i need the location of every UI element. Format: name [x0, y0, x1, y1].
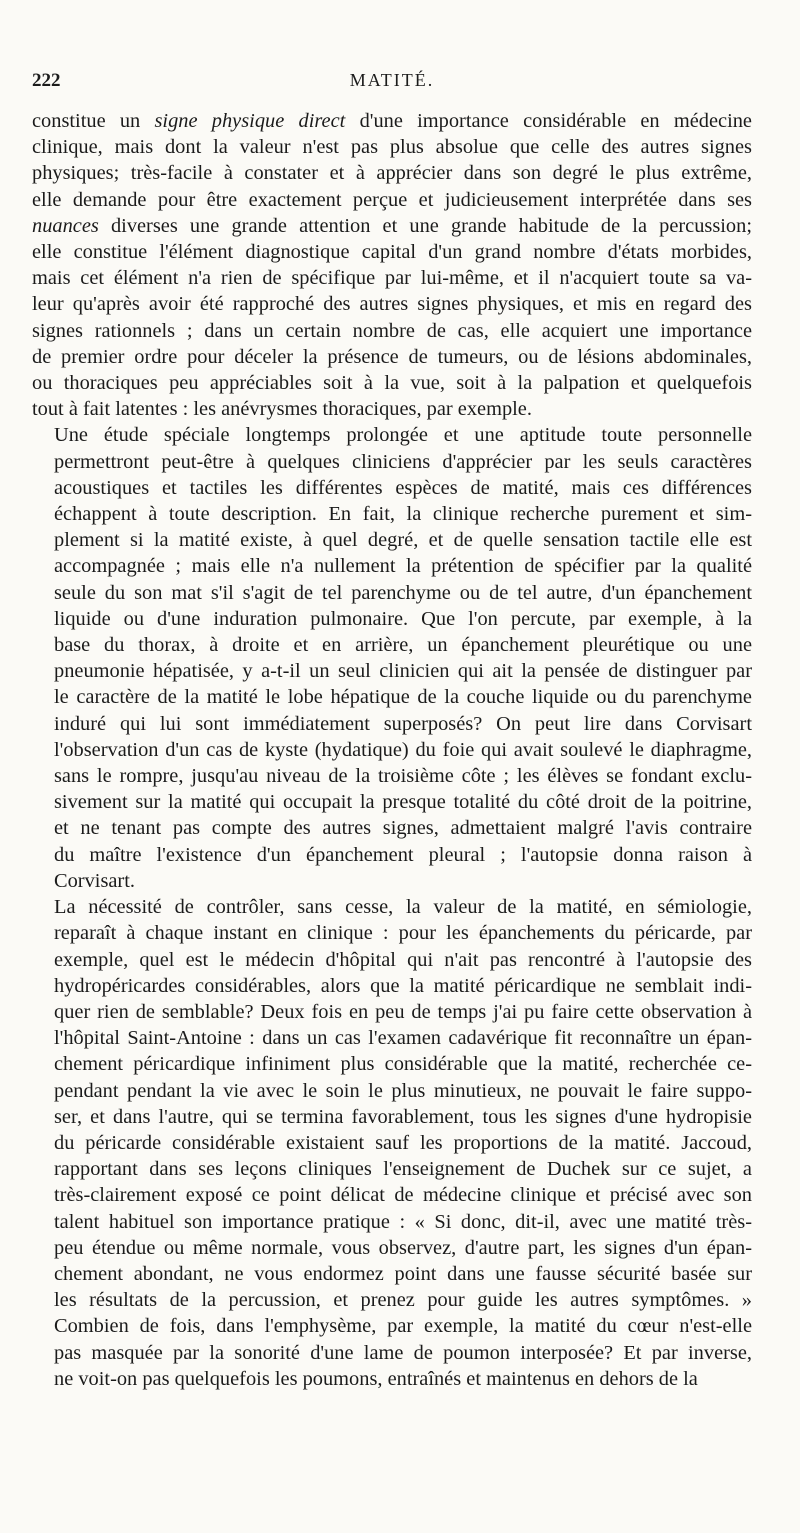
text-line: elle constitue l'élément diagnostique capital d'un grand nombre d'états morbides, [32, 241, 752, 264]
text-line: base du thorax, à droite et en arrière, un épanchement pleurétique ou une [54, 634, 752, 657]
text-line: sans le rompre, jusqu'au niveau de la troisième côte ; les élèves se fondant exclu- [54, 765, 752, 788]
text-line: acoustiques et tactiles les différentes espèces de matité, mais ces différences [54, 476, 752, 499]
text-line: exemple, quel est le médecin d'hôpital qui n'ait pas rencontré à l'autopsie des [54, 948, 752, 971]
running-title: MATITÉ. [349, 70, 435, 90]
text-line: échappent à toute description. En fait, la clinique recherche purement et sim- [54, 503, 752, 526]
text-line: leur qu'après avoir été rapproché des autres signes physiques, et mis en regard des [32, 293, 752, 316]
text-line: talent habituel son importance pratique : « Si donc, dit-il, avec une matité très- [54, 1210, 752, 1233]
text-line: peu étendue ou même normale, vous observez, d'autre part, les signes d'un épan- [54, 1236, 752, 1259]
text-line: liquide ou d'une induration pulmonaire. Que l'on percute, par exemple, à la [54, 607, 752, 630]
text-line: seule du son mat s'il s'agit de tel parenchyme ou de tel autre, d'un épanchement [54, 581, 752, 604]
text-line: signes rationnels ; dans un certain nombre de cas, elle acquiert une importance [32, 319, 752, 342]
text-line: pendant pendant la vie avec le soin le plus minutieux, ne pouvait le faire suppo- [54, 1079, 752, 1102]
text-line: plement si la matité existe, à quel degré, et de quelle sensation tactile elle est [54, 529, 752, 552]
text-line: sivement sur la matité qui occupait la presque totalité du côté droit de la poitrine, [54, 791, 752, 814]
text-line: ne voit-on pas quelquefois les poumons, entraînés et maintenus en dehors de la [54, 1367, 698, 1390]
text-line: et ne tenant pas compte des autres signes, admettaient malgré l'avis contraire [54, 817, 752, 840]
text-line: du péricarde considérable existaient sauf les proportions de la matité. Jaccoud, [54, 1131, 752, 1154]
text-line: Corvisart. [54, 869, 135, 892]
text-line: très-clairement exposé ce point délicat de médecine clinique et précisé avec son [54, 1184, 752, 1207]
paragraph [32, 422, 752, 894]
text-line: physiques; très-facile à constater et à apprécier dans son degré le plus extrême, [32, 162, 752, 185]
text-line: ser, et dans l'autre, qui se termina favorablement, tous les signes d'une hydropisie [54, 1105, 752, 1128]
text-line: clinique, mais dont la valeur n'est pas plus absolue que celle des autres signes [32, 136, 752, 159]
text-line: Combien de fois, dans l'emphysème, par exemple, la matité du cœur n'est-elle [54, 1315, 752, 1338]
text-line: tout à fait latentes : les anévrysmes thoraciques, par exemple. [32, 398, 532, 421]
text-line: mais cet élément n'a rien de spécifique par lui-même, et il n'acquiert toute sa va- [32, 267, 752, 290]
page-header [32, 70, 752, 108]
text-line: pas masquée par la sonorité d'une lame de poumon interposée? Et par inverse, [54, 1341, 752, 1364]
body-text [32, 108, 752, 1392]
book-page [32, 70, 752, 1392]
text-line: ou thoraciques peu appréciables soit à la vue, soit à la palpation et quelquefois [32, 372, 752, 395]
text-line: l'hôpital Saint-Antoine : dans un cas l'examen cadavérique fit reconnaître un épan- [54, 1027, 752, 1050]
text-line: Une étude spéciale longtemps prolongée et une aptitude toute personnelle [54, 424, 752, 447]
text-line: elle demande pour être exactement perçue et judicieusement interprétée dans ses [32, 188, 752, 211]
paragraph [32, 894, 752, 1392]
text-line: constitue un signe physique direct d'une importance considérable en médecine [32, 110, 752, 132]
text-line: quer rien de semblable? Deux fois en peu de temps j'ai pu faire cette observation à [54, 1000, 752, 1023]
paragraph [32, 108, 752, 422]
text-line: nuances diverses une grande attention et une grande habitude de la percussion; [32, 214, 752, 237]
text-line: accompagnée ; mais elle n'a nullement la prétention de spécifier par la qualité [54, 555, 752, 578]
text-line: La nécessité de contrôler, sans cesse, la valeur de la matité, en sémiologie, [54, 896, 752, 919]
text-line: l'observation d'un cas de kyste (hydatique) du foie qui avait soulevé le diaphragme, [54, 738, 752, 761]
text-line: rapportant dans ses leçons cliniques l'enseignement de Duchek sur ce sujet, a [54, 1158, 752, 1181]
text-line: de premier ordre pour déceler la présence de tumeurs, ou de lésions abdominales, [32, 345, 752, 368]
text-line: chement abondant, ne vous endormez point dans une fausse sécurité basée sur [54, 1262, 752, 1285]
text-line: induré qui lui sont immédiatement superposés? On peut lire dans Corvisart [54, 712, 752, 735]
text-line: du maître l'existence d'un épanchement pleural ; l'autopsie donna raison à [54, 843, 752, 866]
text-line: reparaît à chaque instant en clinique : pour les épanchements du péricarde, par [54, 922, 752, 945]
page-number: 222 [32, 70, 61, 91]
text-line: hydropéricardes considérables, alors que la matité péricardique ne semblait indi- [54, 974, 752, 997]
text-line: le caractère de la matité le lobe hépatique de la couche liquide ou du parenchyme [54, 686, 752, 709]
text-line: permettront peut-être à quelques cliniciens d'apprécier par les seuls caractères [54, 450, 752, 473]
text-line: pneumonie hépatisée, y a-t-il un seul clinicien qui ait la pensée de distinguer par [54, 660, 752, 683]
text-line: chement péricardique infiniment plus considérable que la matité, recherchée ce- [54, 1053, 752, 1076]
text-line: les résultats de la percussion, et prenez pour guide les autres symptômes. » [54, 1289, 752, 1312]
